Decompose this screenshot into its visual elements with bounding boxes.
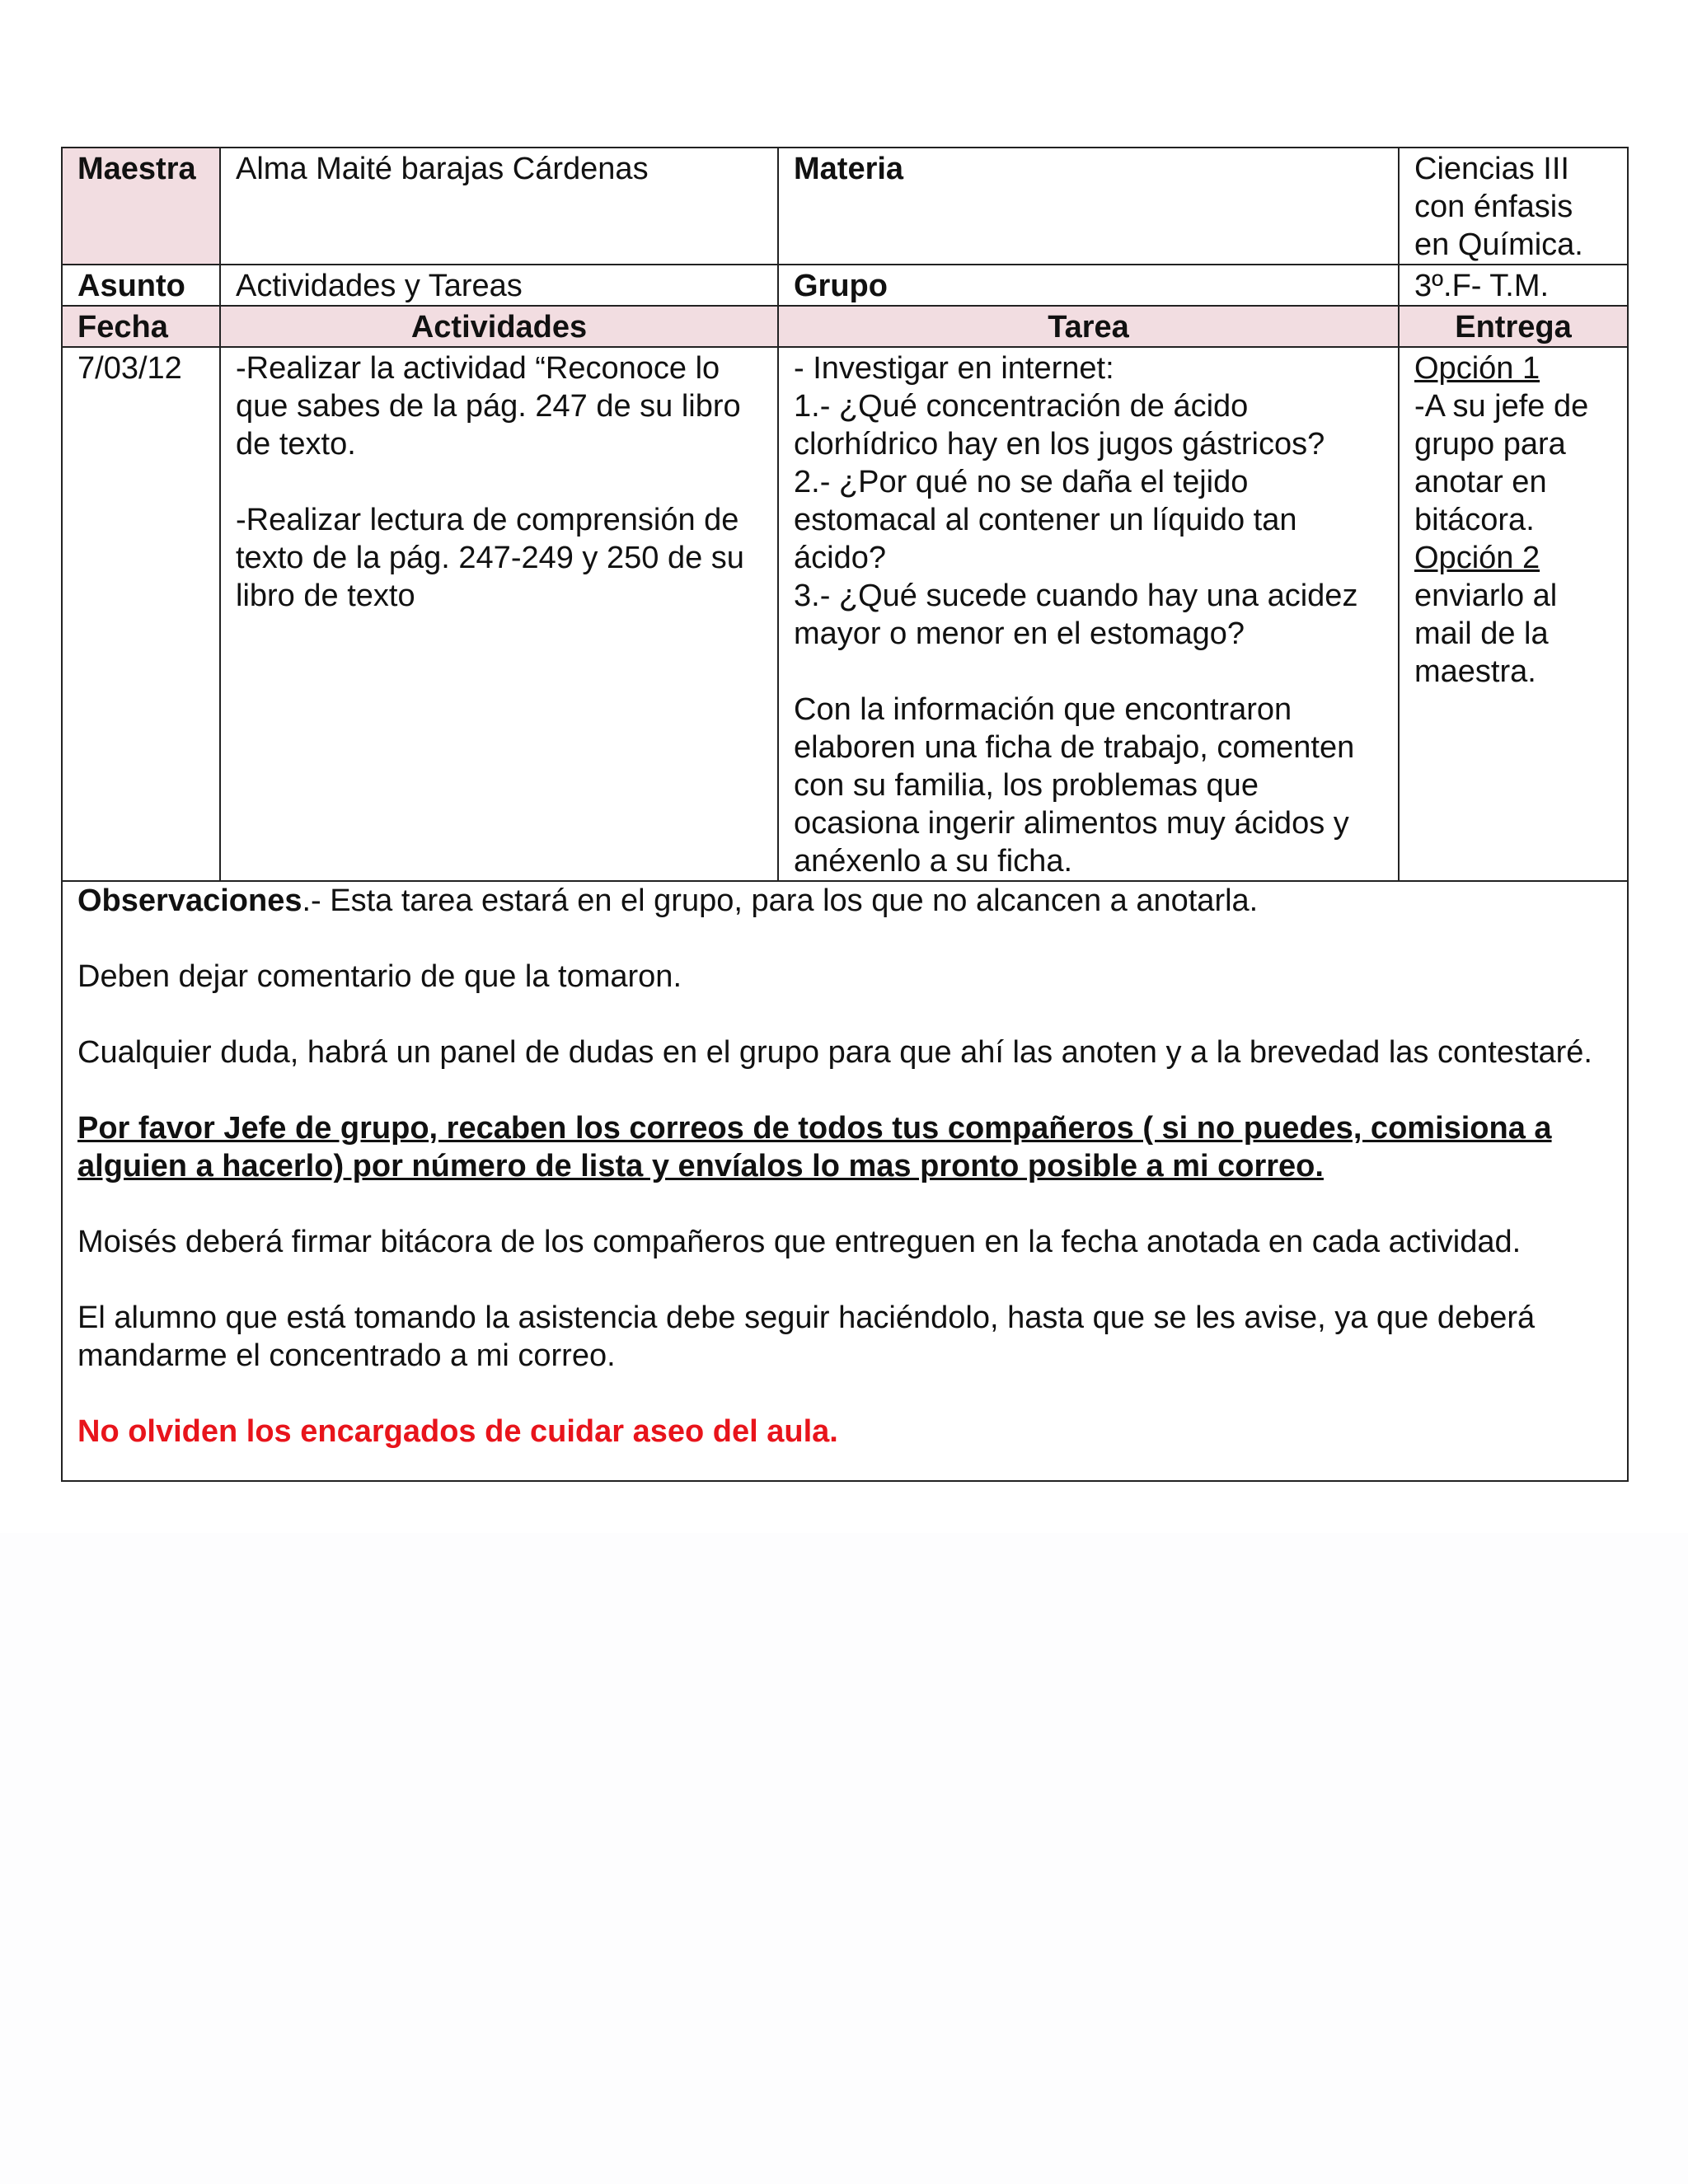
observaciones-attendance: El alumno que está tomando la asistencia debe seguir haciéndolo, hasta que se les avise, ya que deberá mandarme el concentrado a mi correo. <box>77 1301 1536 1373</box>
tarea-question-1: 1.- ¿Qué concentración de ácido clorhídrico hay en los jugos gástricos? <box>794 389 1325 462</box>
col-fecha: Fecha <box>62 306 220 347</box>
observaciones-doubts: Cualquier duda, habrá un panel de dudas en el grupo para que ahí las anoten y a la brevedad las contestaré. <box>77 1035 1592 1070</box>
teacher-row <box>62 148 1628 265</box>
assignment-table <box>61 147 1629 1482</box>
entrega-option-1-text: -A su jefe de grupo para anotar en bitácora. <box>1414 389 1589 537</box>
col-tarea: Tarea <box>778 306 1399 347</box>
entrega-option-2-label: Opción 2 <box>1414 541 1540 575</box>
actividad-2: -Realizar lectura de comprensión de texto de la pág. 247-249 y 250 de su libro de texto <box>236 503 744 613</box>
tarea-question-2: 2.- ¿Por qué no se daña el tejido estomacal al contener un líquido tan ácido? <box>794 465 1297 575</box>
observaciones-intro <box>77 882 1612 920</box>
col-entrega: Entrega <box>1399 306 1628 347</box>
fecha-value: 7/03/12 <box>62 347 220 881</box>
actividad-1: -Realizar la actividad “Reconoce lo que sabes de la pág. 247 de su libro de texto. <box>236 351 741 462</box>
column-header-row <box>62 306 1628 347</box>
subject-row <box>62 265 1628 306</box>
observaciones-first-line: .- Esta tarea estará en el grupo, para los que no alcancen a anotarla. <box>302 883 1259 918</box>
observaciones-reminder: No olviden los encargados de cuidar aseo del aula. <box>77 1414 838 1449</box>
observaciones-row <box>62 881 1628 1481</box>
asunto-label: Asunto <box>62 265 220 306</box>
entrega-option-2-text: enviarlo al mail de la maestra. <box>1414 579 1558 689</box>
observaciones-cell <box>62 881 1628 1481</box>
maestra-value: Alma Maité barajas Cárdenas <box>220 148 778 265</box>
maestra-label: Maestra <box>62 148 220 265</box>
tarea-final: Con la información que encontraron elaboren una ficha de trabajo, comenten con su familia, los problemas que ocasiona ingerir alimentos muy ácidos y anéxenlo a su ficha. <box>794 692 1355 879</box>
entrega-cell <box>1399 347 1628 881</box>
tarea-intro: - Investigar en internet: <box>794 351 1114 386</box>
entrega-option-1-label: Opción 1 <box>1414 351 1540 386</box>
materia-value: Ciencias III con énfasis en Química. <box>1399 148 1628 265</box>
observaciones-comment: Deben dejar comentario de que la tomaron. <box>77 959 682 994</box>
col-actividades: Actividades <box>220 306 778 347</box>
observaciones-bitacora: Moisés deberá firmar bitácora de los compañeros que entreguen en la fecha anotada en cada actividad. <box>77 1225 1522 1259</box>
materia-label: Materia <box>778 148 1399 265</box>
activity-row <box>62 347 1628 881</box>
tarea-question-3: 3.- ¿Qué sucede cuando hay una acidez mayor o menor en el estomago? <box>794 579 1358 651</box>
grupo-label: Grupo <box>778 265 1399 306</box>
observaciones-label: Observaciones <box>77 883 302 918</box>
observaciones-request: Por favor Jefe de grupo, recaben los correos de todos tus compañeros ( si no puedes, comisiona a alguien a hacerlo) por número de lista y envíalos lo mas pronto posible a mi correo. <box>77 1111 1552 1183</box>
grupo-value: 3º.F- T.M. <box>1399 265 1628 306</box>
asunto-value: Actividades y Tareas <box>220 265 778 306</box>
tarea-cell <box>778 347 1399 881</box>
actividades-cell <box>220 347 778 881</box>
